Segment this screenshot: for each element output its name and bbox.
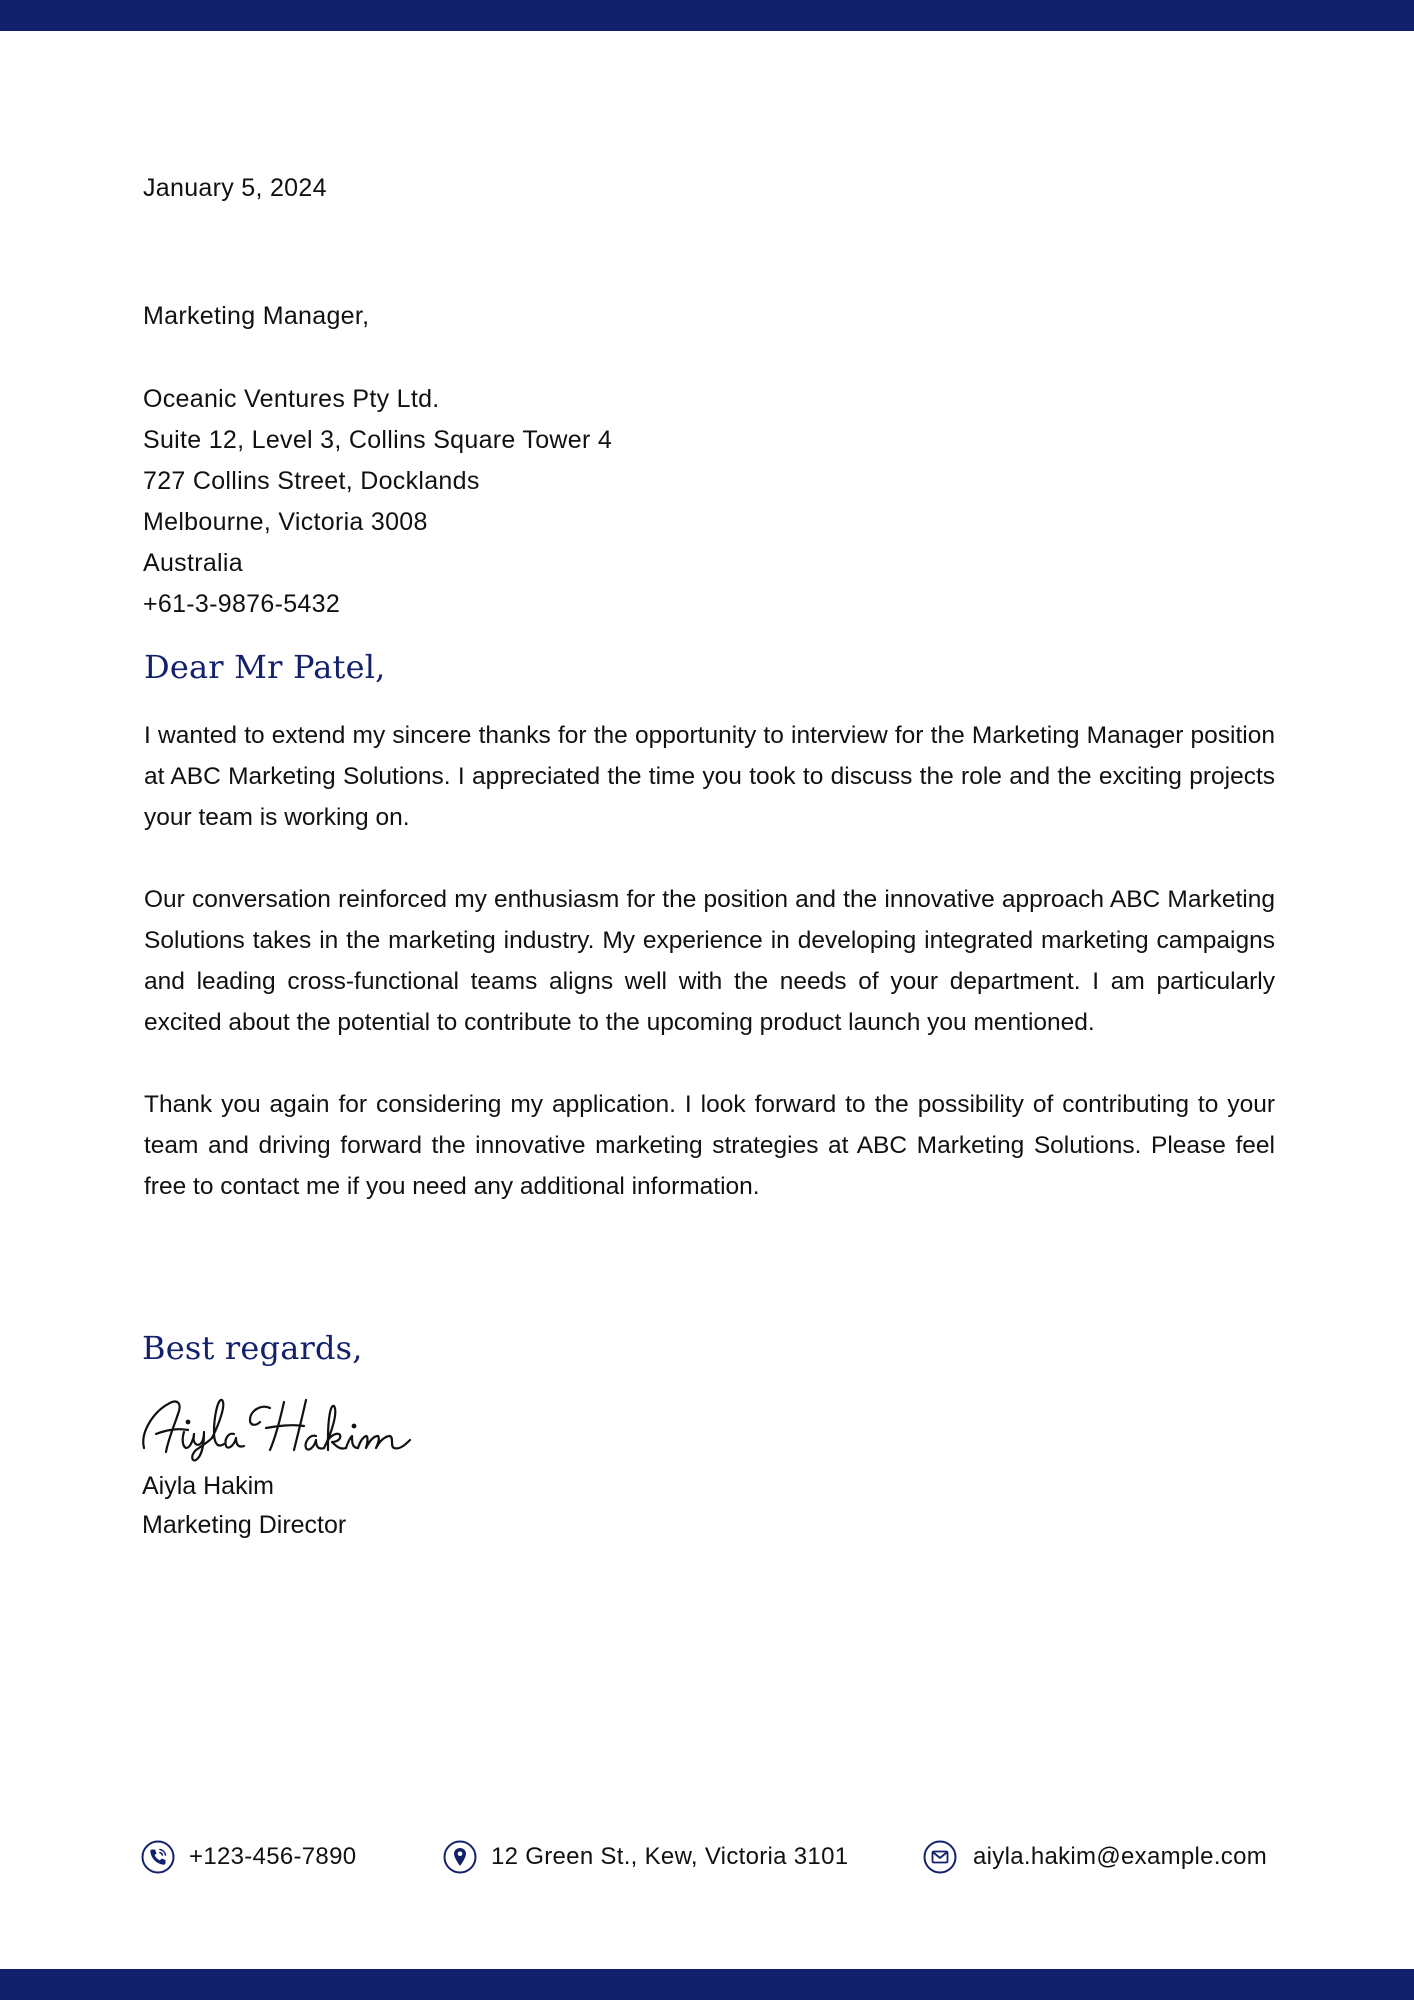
location-pin-icon [443,1840,477,1874]
signer-name: Aiyla Hakim [142,1472,274,1500]
body-paragraph: I wanted to extend my sincere thanks for the opportunity to interview for the Marketing Manager position at ABC Marketing Solutions. I appreciated the time you took to discuss the role and the exciting projects your team is working on. [144,722,1275,831]
address-line: Australia [143,549,243,577]
handwritten-signature [138,1392,438,1462]
email-icon [923,1840,957,1874]
top-accent-bar [0,0,1414,31]
footer-address [443,1839,848,1875]
address-line: Melbourne, Victoria 3008 [143,508,428,536]
address-line: Suite 12, Level 3, Collins Square Tower 4 [143,426,613,454]
address-line: 727 Collins Street, Docklands [143,467,480,495]
letter-body [144,715,1275,1248]
recipient-block [143,296,612,625]
salutation: Dear Mr Patel, [144,648,386,686]
footer-phone-text: +123-456-7890 [189,1843,357,1870]
bottom-accent-bar [0,1969,1414,2000]
body-paragraph: Our conversation reinforced my enthusiasm for the position and the innovative approach ABC Marketing Solutions takes in the marketing industry. My experience in developing integrated marketing campaigns and leading cross-functional teams aligns well with the needs of your department. I am particularly excited about the potential to contribute to the upcoming product launch you mentioned. [144,886,1275,1036]
address-line: Oceanic Ventures Pty Ltd. [143,385,440,413]
signer-block [142,1467,346,1545]
recipient-phone: +61-3-9876-5432 [143,590,341,618]
closing: Best regards, [142,1329,363,1367]
recipient-role: Marketing Manager, [143,302,370,330]
footer-email-text[interactable]: aiyla.hakim@example.com [973,1843,1268,1870]
footer-email [923,1839,1267,1875]
footer-phone [141,1839,356,1875]
signer-title: Marketing Director [142,1511,347,1539]
body-paragraph: Thank you again for considering my application. I look forward to the possibility of contributing to your team and driving forward the innovative marketing strategies at ABC Marketing Solutions. Please feel free to contact me if you need any additional information. [144,1091,1275,1200]
footer-address-text: 12 Green St., Kew, Victoria 3101 [491,1843,849,1870]
phone-icon [141,1840,175,1874]
letter-date: January 5, 2024 [143,174,327,202]
